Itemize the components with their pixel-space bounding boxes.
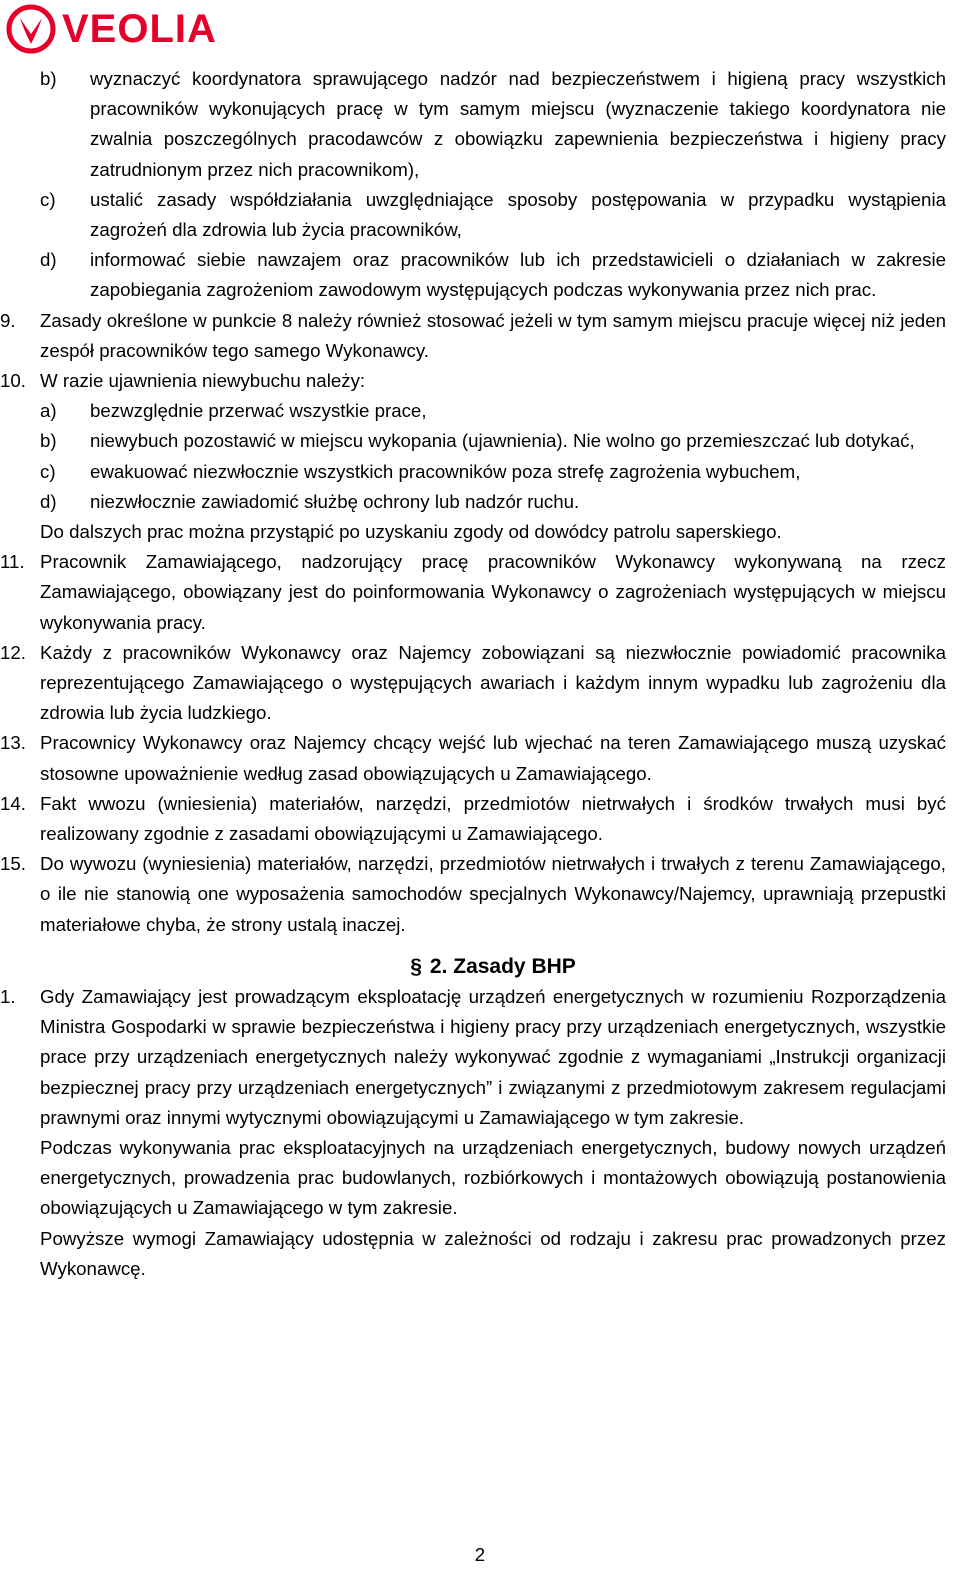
sub-item xyxy=(40,457,946,487)
item-number: 9. xyxy=(0,309,16,331)
sub-item-label: d) xyxy=(40,490,57,512)
numbered-item xyxy=(0,366,946,396)
sub-item xyxy=(40,487,946,517)
section-title: 2. Zasady BHP xyxy=(429,954,576,978)
sub-item xyxy=(40,64,946,185)
item-text: informować siebie nawzajem oraz pracowników lub ich przedstawicieli o działaniach w zakresie zapobiegania zagrożeniom zawodowym występujących podczas wykonywania przez nich prac. xyxy=(90,249,946,301)
item-number: 13. xyxy=(0,732,26,754)
item-text: Pracownicy Wykonawcy oraz Najemcy chcący wejść lub wjechać na teren Zamawiającego muszą uzyskać stosowne upoważnienie według zasad obowiązujących u Zamawiającego. xyxy=(40,732,946,784)
sub-item-label: b) xyxy=(40,430,57,452)
item-text: bezwzględnie przerwać wszystkie prace, xyxy=(90,400,427,422)
numbered-item xyxy=(0,547,946,638)
rules-list xyxy=(0,64,946,940)
item-text: Zasady określone w punkcie 8 należy również stosować jeżeli w tym samym miejscu pracuje więcej niż jeden zespół pracowników tego samego Wykonawcy. xyxy=(40,309,946,361)
sub-item-label: c) xyxy=(40,460,56,482)
numbered-item xyxy=(0,306,946,366)
item-number: 10. xyxy=(0,370,26,392)
item-text: wyznaczyć koordynatora sprawującego nadzór nad bezpieczeństwem i higieną pracy wszystkich pracowników wykonujących pracę w tym samym miejscu (wyznaczenie takiego koordynatora nie zwalnia poszczególnych pracodawców z obowiązku zapewnienia bezpieczeństwa i higieny pracy zatrudnionym przez nich pracownikom), xyxy=(90,68,946,180)
item-number: 14. xyxy=(0,792,26,814)
paragraph xyxy=(40,1224,946,1284)
document-body xyxy=(0,64,946,1284)
numbered-item xyxy=(0,638,946,729)
sub-item xyxy=(40,396,946,426)
item-text: niewybuch pozostawić w miejscu wykopania (ujawnienia). Nie wolno go przemieszczać lub dotykać, xyxy=(90,430,915,452)
section-heading xyxy=(40,952,946,982)
section-symbol: § xyxy=(410,954,422,978)
item-text: Każdy z pracowników Wykonawcy oraz Najemcy zobowiązani są niezwłocznie powiadomić pracownika reprezentującego Zamawiającego o występujących awariach i każdym innym wypadku lub zagrożeniu dla zdrowia lub życia ludzkiego. xyxy=(40,641,946,724)
item-text: Pracownik Zamawiającego, nadzorujący pracę pracowników Wykonawcy wykonywaną na rzecz Zamawiającego, obowiązany jest do poinformowania Wykonawcy o zagrożeniach występujących w miejscu wykonywania pracy. xyxy=(40,551,946,633)
sub-item xyxy=(40,245,946,305)
item-text: Fakt wwozu (wniesienia) materiałów, narzędzi, przedmiotów nietrwałych i środków trwałych musi być realizowany zgodnie z zasadami obowiązującymi u Zamawiającego. xyxy=(40,792,946,845)
sub-item xyxy=(40,426,946,456)
paragraph xyxy=(40,517,946,547)
item-number: 12. xyxy=(0,641,26,663)
sub-item xyxy=(40,185,946,245)
numbered-item xyxy=(0,728,946,788)
veolia-emblem-icon xyxy=(6,4,56,54)
sub-item-label: c) xyxy=(40,188,56,210)
brand-name: VEOLIA xyxy=(62,7,217,51)
item-number: 11. xyxy=(0,551,25,573)
item-text: Podczas wykonywania prac eksploatacyjnych na urządzeniach energetycznych, budowy nowych urządzeń energetycznych, prowadzenia prac budowlanych, rozbiórkowych i montażowych obowiązują postanowienia obowiązujących u Zamawiającego w tym zakresie. xyxy=(40,1136,946,1219)
sub-item-label: b) xyxy=(40,68,57,89)
item-text: ewakuować niezwłocznie wszystkich pracowników poza strefę zagrożenia wybuchem, xyxy=(90,460,801,482)
numbered-item xyxy=(0,789,946,849)
item-text: W razie ujawnienia niewybuchu należy: xyxy=(40,370,366,392)
numbered-item xyxy=(0,982,946,1133)
paragraph xyxy=(40,1133,946,1224)
item-text: Do wywozu (wyniesienia) materiałów, narzędzi, przedmiotów nietrwałych i trwałych z terenu Zamawiającego, o ile nie stanowią one wyposażenia samochodów specjalnych Wykonawcy/Najemcy, uprawniają przepustki materiałowe chyba, że strony ustalą inaczej. xyxy=(40,853,946,935)
item-number: 1. xyxy=(0,985,16,1007)
sub-item-label: d) xyxy=(40,249,57,271)
item-text: Do dalszych prac można przystąpić po uzyskaniu zgody od dowódcy patrolu saperskiego. xyxy=(40,521,782,543)
item-text: niezwłocznie zawiadomić służbę ochrony lub nadzór ruchu. xyxy=(90,490,580,512)
item-text: Powyższe wymogi Zamawiający udostępnia w zależności od rodzaju i zakresu prac prowadzonych przez Wykonawcę. xyxy=(40,1227,946,1279)
sub-item-label: a) xyxy=(40,400,57,422)
item-text: ustalić zasady współdziałania uwzględniające sposoby postępowania w przypadku wystąpienia zagrożeń dla zdrowia lub życia pracowników, xyxy=(90,188,946,241)
page-number: 2 xyxy=(474,1544,486,1565)
item-number: 15. xyxy=(0,853,26,875)
numbered-item xyxy=(0,849,946,940)
bhp-rules-list xyxy=(0,982,946,1284)
veolia-logo xyxy=(6,4,217,54)
item-text: Gdy Zamawiający jest prowadzącym eksploatację urządzeń energetycznych w rozumieniu Rozporządzenia Ministra Gospodarki w sprawie bezpieczeństwa i higieny pracy przy urządzeniach energetycznych, wszystkie prace przy urządzeniach energetycznych należy wykonywać zgodnie z wymaganiami „Instrukcji organizacji bezpiecznej pracy przy urządzeniach energetycznych” i związanymi z przedmiotowym zakresem regulacjami prawnymi oraz innymi wytycznymi obowiązującymi u Zamawiającego w tym zakresie. xyxy=(40,985,946,1128)
